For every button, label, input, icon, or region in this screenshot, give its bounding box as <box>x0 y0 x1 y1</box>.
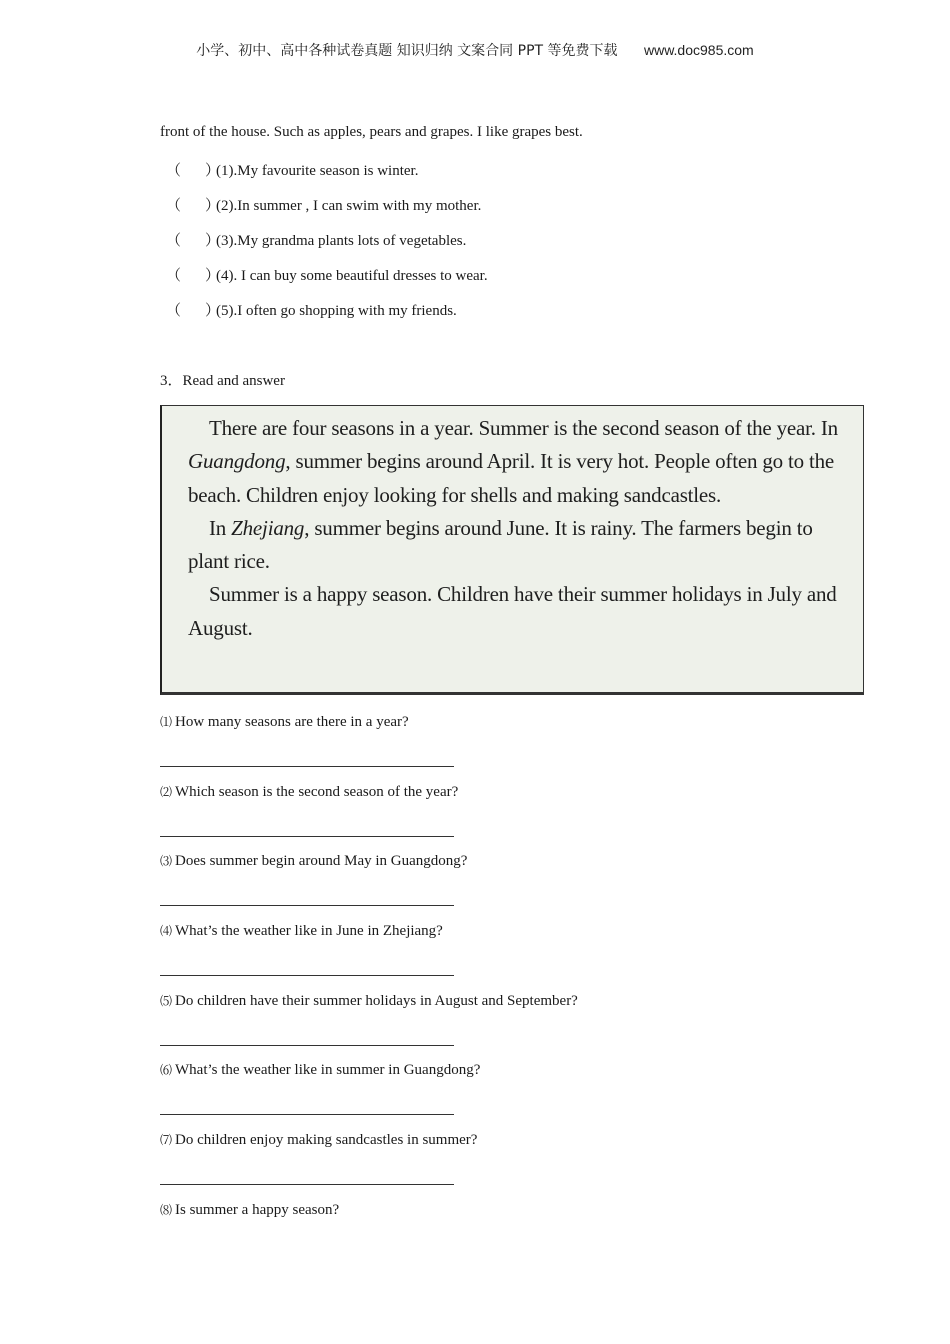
judge-item <box>160 159 418 180</box>
reading-passage <box>160 405 864 695</box>
header-site-link[interactable]: www.doc985.com <box>643 42 754 58</box>
answer-line[interactable] <box>160 975 454 976</box>
answer-line[interactable] <box>160 1114 454 1115</box>
answer-blank[interactable]: （ ） <box>166 268 221 284</box>
question: ⑶ Does summer begin around May in Guangdong? <box>160 853 468 869</box>
judge-item <box>160 299 457 320</box>
header-promo-text: 小学、初中、高中各种试卷真题 知识归纳 文案合同 PPT 等免费下载 <box>196 43 618 59</box>
question: ⑸ Do children have their summer holidays in August and September? <box>160 993 578 1009</box>
answer-blank[interactable]: （ ） <box>166 163 221 179</box>
question: ⑺ Do children enjoy making sandcastles in summer? <box>160 1132 478 1148</box>
section-title: 3．Read and answer <box>160 373 285 389</box>
judge-text: (3).My grandma plants lots of vegetables. <box>216 233 467 249</box>
question: ⑷ What’s the weather like in June in Zhejiang? <box>160 923 443 939</box>
judge-item <box>160 229 466 250</box>
question: ⑴ How many seasons are there in a year? <box>160 714 409 730</box>
passage-paragraph: In Zhejiang, summer begins around June. It is rainy. The farmers begin to plant rice. <box>188 515 813 574</box>
judge-text: (4). I can buy some beautiful dresses to wear. <box>216 268 488 284</box>
question: ⑵ Which season is the second season of the year? <box>160 784 459 800</box>
passage-paragraph: Summer is a happy season. Children have their summer holidays in July and August. <box>188 582 837 640</box>
answer-line[interactable] <box>160 766 454 767</box>
answer-line[interactable] <box>160 836 454 837</box>
answer-blank[interactable]: （ ） <box>166 198 221 214</box>
question: ⑹ What’s the weather like in summer in Guangdong? <box>160 1062 481 1078</box>
answer-line[interactable] <box>160 1184 454 1185</box>
answer-blank[interactable]: （ ） <box>166 303 221 319</box>
judge-text: (5).I often go shopping with my friends. <box>216 303 457 319</box>
intro-line: front of the house. Such as apples, pears and grapes. I like grapes best. <box>160 124 583 140</box>
judge-text: (2).In summer , I can swim with my mother. <box>216 198 482 214</box>
judge-item <box>160 194 481 215</box>
judge-text: (1).My favourite season is winter. <box>216 163 419 179</box>
answer-blank[interactable]: （ ） <box>166 233 221 249</box>
page-header <box>0 40 950 60</box>
question: ⑻ Is summer a happy season? <box>160 1202 340 1218</box>
answer-line[interactable] <box>160 1045 454 1046</box>
answer-line[interactable] <box>160 905 454 906</box>
passage-paragraph: There are four seasons in a year. Summer is the second season of the year. In Guangdong, summer begins around April. It is very hot. People often go to the beach. Children enjoy looking for shells and making sandcastles. <box>188 416 838 507</box>
judge-item <box>160 264 488 285</box>
